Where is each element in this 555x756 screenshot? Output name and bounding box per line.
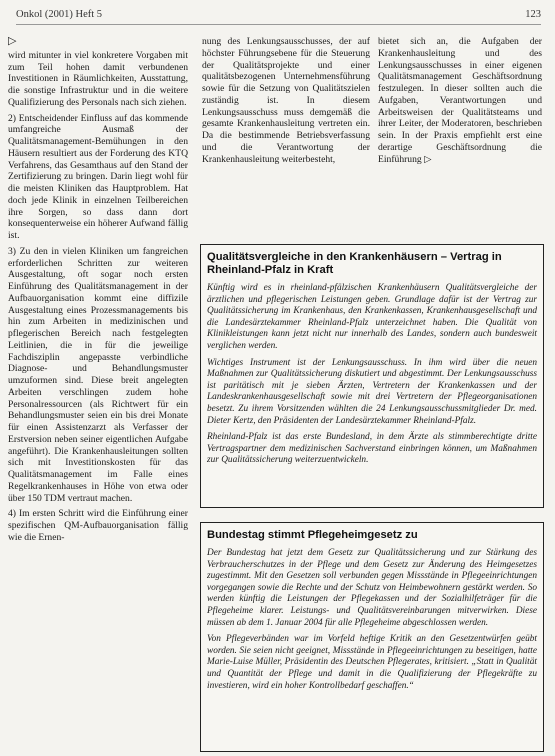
- page-header: [16, 4, 541, 25]
- text-column-3: [378, 36, 542, 169]
- box-title: Bundestag stimmt Pflegeheimgesetz zu: [207, 529, 418, 541]
- paragraph: wird mitunter in viel konkretere Vorgaben mit zum Teil hohen damit verbundenen Investitionen in Räumlichkeiten, Ausstattung, die sonstige Infrastruktur und in die weitere Qualifizierung des Personals nach sich ziehen.: [8, 49, 188, 108]
- text-column-2: [202, 36, 370, 169]
- journal-citation: Onkol (2001) Heft 5: [16, 8, 103, 20]
- box-title: Qualitätsvergleiche in den Krankenhäusern – Vertrag in Rheinland-Pfalz in Kraft: [207, 251, 502, 276]
- news-box-pflegeheimgesetz: [200, 522, 544, 752]
- box-paragraph: Rheinland-Pfalz ist das erste Bundesland, in dem Ärzte als stimmberechtigte dritte Vertragspartner dem medizinischen Sachverstand einbringen können, um Maßnahmen zur Qualitätssicherung weiterzuentwickeln.: [207, 432, 537, 466]
- paragraph: 4) Im ersten Schritt wird die Einführung einer spezifischen QM-Aufbauorganisation fällig wie die Ernen-: [8, 508, 188, 543]
- continuation-arrow-icon: ▷: [8, 35, 17, 47]
- paragraph: 2) Entscheidender Einfluss auf das kommende umfangreiche Ausmaß der Qualitätsmanagement-Bemühungen in den Häusern resultiert aus der Forderung des KTQ Verfahrens, das Gesamthaus auf den Stand der Zertifizierung zu bringen. Darin liegt wohl für die meisten Kliniken das Hauptproblem. Hat doch jede Klinik in einzelnen Teilbereichen ihre Sorgen, so dass dann dort konsequenterweise ein höherer Aufwand fällig ist.: [8, 112, 188, 241]
- page-number: 123: [525, 8, 541, 20]
- paragraph: nung des Lenkungsausschusses, der auf höchster Führungsebene für die Steuerung der Qualitätsprojekte und einer qualitätsbezogenen Unternehmensführung sowie für die Setzung von Qualitätszielen zuständig ist. In diesem Lenkungsausschuss muss demgemäß die gesamte Krankenhausleitung vertreten ein. Da die bestimmende Betriebsverfassung und die Verantwortung der Krankenhausleitung weiterbesteht,: [202, 36, 370, 165]
- paragraph: 3) Zu den in vielen Kliniken um fangreichen erforderlichen Schritten zur weiteren Ausgestaltung, oft sogar noch ersten Einführung des Qualitätsmanagement in der Aufbauorganisation kommt eine diffizile Ausgestaltung eines Prozessmanagements bis hin zum Arbeiten in medizinischen und pflegerischen Bereich nach festgelegten Leitlinien, die in für die jeweilige Fachdisziplin angepasste verbindliche Diagnose- und Behandlungsmuster umzuformen sind. Diese breit angelegten Arbeiten verschlingen zudem hohe Personalressourcen (als Richtwert für ein Behandlungsmuster seien ein bis drei Monate für einen Assistenzarzt als Verfasser der Erstversion neben seiner eigentlichen Aufgabe angeführt). Die Krankenhausleitungen sollten sich mit Investitionskosten für das Qualitätsmanagement im Falle eines Regelkrankenhauses in Höhe von etwa oder über 150 TDM vertraut machen.: [8, 245, 188, 504]
- paragraph: bietet sich an, die Aufgaben der Krankenhausleitung und des Lenkungsausschusses in einer eigenen Qualitätsmanagement Geschäftsordnung festzulegen. In dieser sollten auch die Aufgaben, Verantwortungen und Arbeitsweisen der Qualitätsteams und ihrer Leiter, der Moderatoren, beschrieben sein. In der Praxis empfiehlt erst eine derartige Geschäftsordnung die Einführung ▷: [378, 36, 542, 165]
- news-box-qualitaetsvergleiche: [200, 244, 544, 508]
- box-paragraph: Von Pflegeverbänden war im Vorfeld heftige Kritik an den Gesetzentwürfen geübt worden. Sie seien nicht geeignet, Missstände in Pflegeeinrichtungen zu beseitigen, hatte Marie-Luise Müller, Präsidentin des Deutschen Pflegerates, kritisiert. „Statt in Qualität und Quantität der Pflege und damit in die Qualifizierung der Pflegekräfte zu investieren, wird ein hoher Kontrollbedarf geschaffen.“: [207, 634, 537, 691]
- text-column-1: [8, 36, 188, 548]
- box-paragraph: Wichtiges Instrument ist der Lenkungsausschuss. In ihm wird über die neuen Maßnahmen zur Qualitätssicherung diskutiert und abgestimmt. Der Lenkungsausschuss ist paritätisch mit je sieben Ärzten, Vertretern der Krankenkassen und der Landeskrankenhausgesellschaft sowie mit drei Vertretern der Pflegeorganisationen besetzt. Zu ihrem Vorsitzenden wählten die 24 Lenkungsausschussmitglieder Dr. med. Dieter Kertz, den Präsidenten der Landesärztekammer Rheinland-Pfalz.: [207, 357, 537, 426]
- box-paragraph: Künftig wird es in rheinland-pfälzischen Krankenhäusern Qualitätsvergleiche der ärztlichen und pflegerischen Leistungen geben. Grundlage dafür ist der Vertrag zur Qualitätssicherung im Krankenhaus, den Krankenkassen, Krankenhausgesellschaft und die Landesärztekammer Rheinland-Pfalz unterzeichnet haben. Die Qualität von Klinikleistungen kann jetzt nicht nur innerhalb des Landes, sondern auch bundesweit verglichen werden.: [207, 283, 537, 351]
- box-paragraph: Der Bundestag hat jetzt dem Gesetz zur Qualitätssicherung und zur Stärkung des Verbraucherschutzes in der Pflege und dem Gesetz zur Änderung des Heimgesetzes zugestimmt. Mit den Gesetzen soll verbunden gegen Missstände in Pflegeeinrichtungen vorgegangen sowie die Rechte und der Schutz von Heimbewohnern gestärkt werden. So werden künftig die Leistungen der Pflegekassen und der Sozialhilfeträger für die Pflegeheime klarer. Leistungs- und Qualitätsvereinbarungen mitverwirken. Diese müssen ab dem 1. Januar 2004 für alle Pflegeheime abgeschlossen werden.: [207, 548, 537, 628]
